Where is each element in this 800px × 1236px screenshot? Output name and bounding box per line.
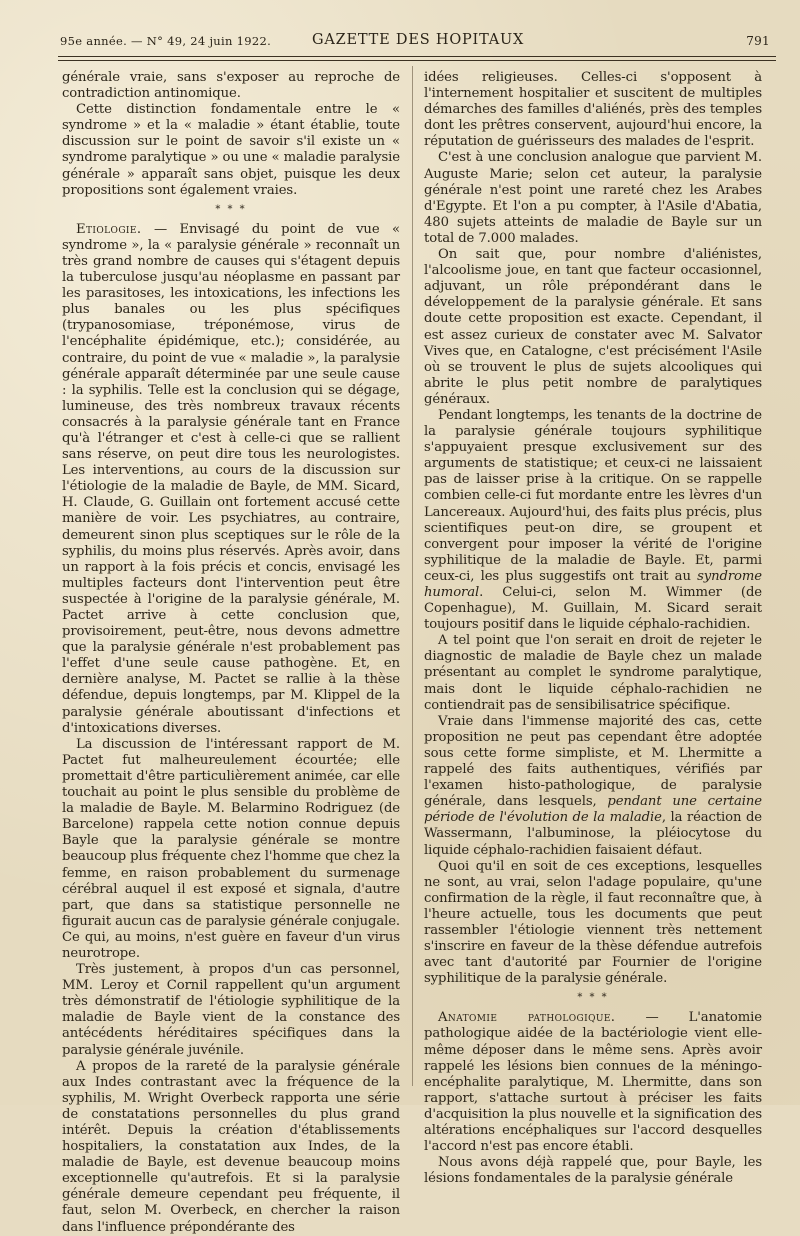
right-column <box>424 70 762 1187</box>
section-heading: Anatomie pathologique. <box>438 1010 616 1026</box>
issue-info: 95e année. — N° 49, 24 juin 1922. <box>60 34 272 48</box>
section-separator: * * * <box>215 203 247 215</box>
paragraph-anatomie <box>424 1010 762 1155</box>
paragraph <box>424 408 762 633</box>
paragraph: idées religieuses. Celles-ci s'opposent à l'internement hospitalier et suscitent de multiples démarches des familles d'aliénés, près des temples dont les prêtres conservent, aujourd'hui encore, la réputation de guérisseurs des malades de l'esprit. <box>424 70 762 150</box>
paragraph-etiologie <box>62 222 400 737</box>
page-number: 791 <box>746 34 770 48</box>
header-rule-bottom <box>58 60 776 61</box>
paragraph-text: — Envisagé du point de vue « syndrome », la « paralysie générale » reconnaît un très grand nombre de causes qui s'étagent depuis la tuberculose jusqu'au néoplasme en passant par les parasitoses, les intoxications, les infections les plus banales ou les plus spécifiques (trypanosomiase, tréponémose, virus de l'encéphalite épidémique, etc.); considérée, au contraire, du point de vue « maladie », la paralysie générale apparaît déterminée par une seule cause : la syphilis. Telle est la conclusion qui se dégage, lumineuse, des très nombreux travaux récents consacrés à la paralysie générale tant en France qu'à l'étranger et c'est à celle-ci que se rallient sans réserve, on peut dire tous les neurologistes. Les interventions, au cours de la discussion sur l'étiologie de la maladie de Bayle, de MM. Sicard, H. Claude, G. Guillain ont fortement accusé cette manière de voir. Les psychiatres, au contraire, demeurent sinon plus sceptiques sur le rôle de la syphilis, du moins plus réservés. Après avoir, dans un rapport à la fois précis et concis, envisagé les multiples facteurs dont l'intervention peut être suspectée à l'origine de la paralysie générale, M. Pactet arrive à cette conclusion que, provisoirement, peut-être, nous devons admettre que la paralysie générale n'est probablement pas l'effet d'une seule cause pathogène. Et, en dernière analyse, M. Pactet se rallie à la thèse défendue, depuis longtemps, par M. Klippel de la paralysie générale aboutissant d'infections et d'intoxications diverses. <box>62 221 400 736</box>
section-separator: * * * <box>577 992 609 1004</box>
paragraph: Nous avons déjà rappelé que, pour Bayle, les lésions fondamentales de la paralysie générale <box>424 1155 762 1187</box>
paragraph-text: , la réaction de Wassermann, l'albuminose, la pléiocytose du liquide céphalo-rachidien faisaient défaut. <box>424 810 762 858</box>
paragraph: La discussion de l'intéressant rapport de M. Pactet fut malheureulement écourtée; elle promettait d'être particulièrement animée, car elle touchait au point le plus sensible du problème de la maladie de Bayle. M. Belarmino Rodriguez (de Barcelone) rappela cette notion connue depuis Bayle que la paralysie générale se montre beaucoup plus fréquente chez l'homme que chez la femme, en raison probablement du surmenage cérébral auquel il est exposé et signala, d'autre part, que dans sa statistique personnelle ne figurait aucun cas de paralysie générale conjugale. Ce qui, au moins, n'est guère en faveur d'un virus neurotrope. <box>62 736 400 961</box>
paragraph: Quoi qu'il en soit de ces exceptions, lesquelles ne sont, au vrai, selon l'adage populaire, qu'une confirmation de la règle, il faut reconnaître que, à l'heure actuelle, tous les documents que peut rassembler l'étiologie viennent très nettement s'inscrire en faveur de la thèse défendue autrefois avec tant d'autorité par Fournier de l'origine syphilitique de la paralysie générale. <box>424 858 762 987</box>
paragraph: A tel point que l'on serait en droit de rejeter le diagnostic de maladie de Bayle chez un malade présentant au complet le syndrome paralytique, mais dont le liquide céphalo-rachidien ne contiendrait pas de sensibilisatrice spécifique. <box>424 633 762 713</box>
left-column <box>62 70 400 1236</box>
paragraph: Très justement, à propos d'un cas personnel, MM. Leroy et Cornil rappellent qu'un argument très démonstratif de l'étiologie syphilitique de la maladie de Bayle vient de la constance des antécédents héréditaires spécifiques dans la paralysie générale juvénile. <box>62 962 400 1058</box>
page-header <box>60 34 776 52</box>
journal-title: GAZETTE DES HOPITAUX <box>312 32 525 48</box>
header-rule-top <box>58 56 776 57</box>
paragraph: A propos de la rareté de la paralysie générale aux Indes contrastant avec la fréquence de la syphilis, M. Wright Overbeck rapporta une série de constatations personnelles du plus grand intérêt. Depuis la création d'établissements hospitaliers, la constatation aux Indes, de la maladie de Bayle, est devenue beaucoup moins exceptionnelle qu'autrefois. Et si la paralysie générale demeure cependant peu fréquente, il faut, selon M. Overbeck, en chercher la raison dans l'influence prépondérante des <box>62 1058 400 1235</box>
paragraph <box>424 714 762 859</box>
paragraph: C'est à une conclusion analogue que parvient M. Auguste Marie; selon cet auteur, la paralysie générale n'est point une rareté chez les Arabes d'Egypte. Et l'on a pu compter, à l'Asile d'Abatia, 480 sujets atteints de maladie de Bayle sur un total de 7.000 malades. <box>424 150 762 246</box>
paragraph-text: Vraie dans l'immense majorité des cas, cette proposition ne peut pas cependant être adoptée sous cette forme simpliste, et M. Lhermitte a rappelé des faits authentiques, vérifiés par l'examen histo-pathologique, de paralysie générale, dans lesquels, <box>424 713 762 810</box>
paragraph-text: . Celui-ci, selon M. Wimmer (de Copenhague), M. Guillain, M. Sicard serait toujours positif dans le liquide céphalo-rachidien. <box>424 585 762 633</box>
paragraph: générale vraie, sans s'exposer au reproche de contradiction antinomique. <box>62 70 400 102</box>
paragraph-text: — L'anatomie pathologique aidée de la bactériologie vient elle-même déposer dans le même sens. Après avoir rappelé les lésions bien connues de la méningo-encéphalite paralytique, M. Lhermitte, dans son rapport, s'attache surtout à préciser les faits d'acquisition la plus nouvelle et la signification des altérations encéphaliques sur l'accord desquelles l'accord n'est pas encore établi. <box>424 1010 762 1155</box>
italic-term: syndrome humoral <box>424 568 762 600</box>
column-divider <box>412 66 413 1086</box>
italic-phrase: pendant une certaine période de l'évolution de la maladie <box>424 794 762 826</box>
paragraph: On sait que, pour nombre d'aliénistes, l'alcoolisme joue, en tant que facteur occasionnel, adjuvant, un rôle prépondérant dans le développement de la paralysie générale. Et sans doute cette proposition est exacte. Cependant, il est assez curieux de constater avec M. Salvator Vives que, en Catalogne, c'est précisément l'Asile où se trouvent le plus de sujets alcooliques qui abrite le plus petit nombre de paralytiques généraux. <box>424 247 762 407</box>
section-heading: Etiologie. <box>76 221 142 237</box>
paragraph-text: Pendant longtemps, les tenants de la doctrine de la paralysie générale toujours syphilitique s'appuyaient presque exclusivement sur des arguments de statistique; et ceux-ci ne laissaient pas de laisser prise à la critique. On se rappelle combien celle-ci fut mordante entre les lèvres d'un Lancereaux. Aujourd'hui, des faits plus précis, plus scientifiques peut-on dire, se groupent et convergent pour imposer la vérité de l'origine syphilitique de la maladie de Bayle. Et, parmi ceux-ci, les plus suggestifs ont trait au <box>424 407 762 584</box>
paragraph: Cette distinction fondamentale entre le « syndrome » et la « maladie » étant établie, toute discussion sur le point de savoir s'il existe un « syndrome paralytique » ou une « maladie paralysie générale » apparaît sans objet, puisque les deux propositions sont également vraies. <box>62 102 400 198</box>
